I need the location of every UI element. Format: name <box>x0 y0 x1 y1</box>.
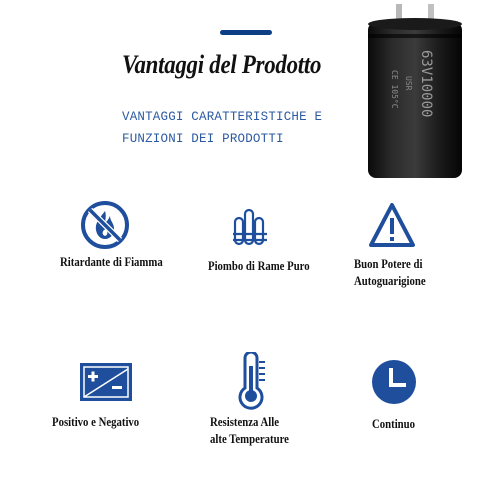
no-flame-icon <box>80 200 130 250</box>
copper-rods-icon <box>225 200 275 250</box>
feature-label-3-line-1: Buon Potere di <box>354 257 423 271</box>
warning-triangle-icon <box>367 200 417 250</box>
feature-label-5-line-1: Resistenza Alle <box>210 415 279 429</box>
subtitle-line-1: VANTAGGI CARATTERISTICHE E <box>122 110 323 124</box>
plus-minus-battery-icon <box>78 361 134 403</box>
capacitor-print-2: USR <box>404 76 413 91</box>
capacitor-print-1: 63V10000 <box>418 50 434 118</box>
feature-label-3-line-2: Autoguarigione <box>354 274 426 288</box>
capacitor-body <box>368 22 462 178</box>
feature-label-5-line-2: alte Temperature <box>210 432 289 446</box>
page-title: Vantaggi del Prodotto <box>122 50 322 79</box>
clock-icon <box>370 358 418 406</box>
feature-label-5 <box>210 414 289 448</box>
thermometer-icon <box>225 352 275 410</box>
feature-label-1: Ritardante di Fiamma <box>60 255 163 269</box>
feature-label-4: Positivo e Negativo <box>52 415 140 429</box>
feature-label-3 <box>354 256 426 290</box>
subtitle-line-2: FUNZIONI DEI PRODOTTI <box>122 132 284 146</box>
feature-label-6: Continuo <box>372 417 416 431</box>
page-subtitle <box>122 106 362 150</box>
accent-bar <box>220 30 272 35</box>
capacitor-image <box>358 0 468 180</box>
feature-label-2: Piombo di Rame Puro <box>208 259 310 273</box>
capacitor-print-3: CE 105°C <box>390 70 399 109</box>
